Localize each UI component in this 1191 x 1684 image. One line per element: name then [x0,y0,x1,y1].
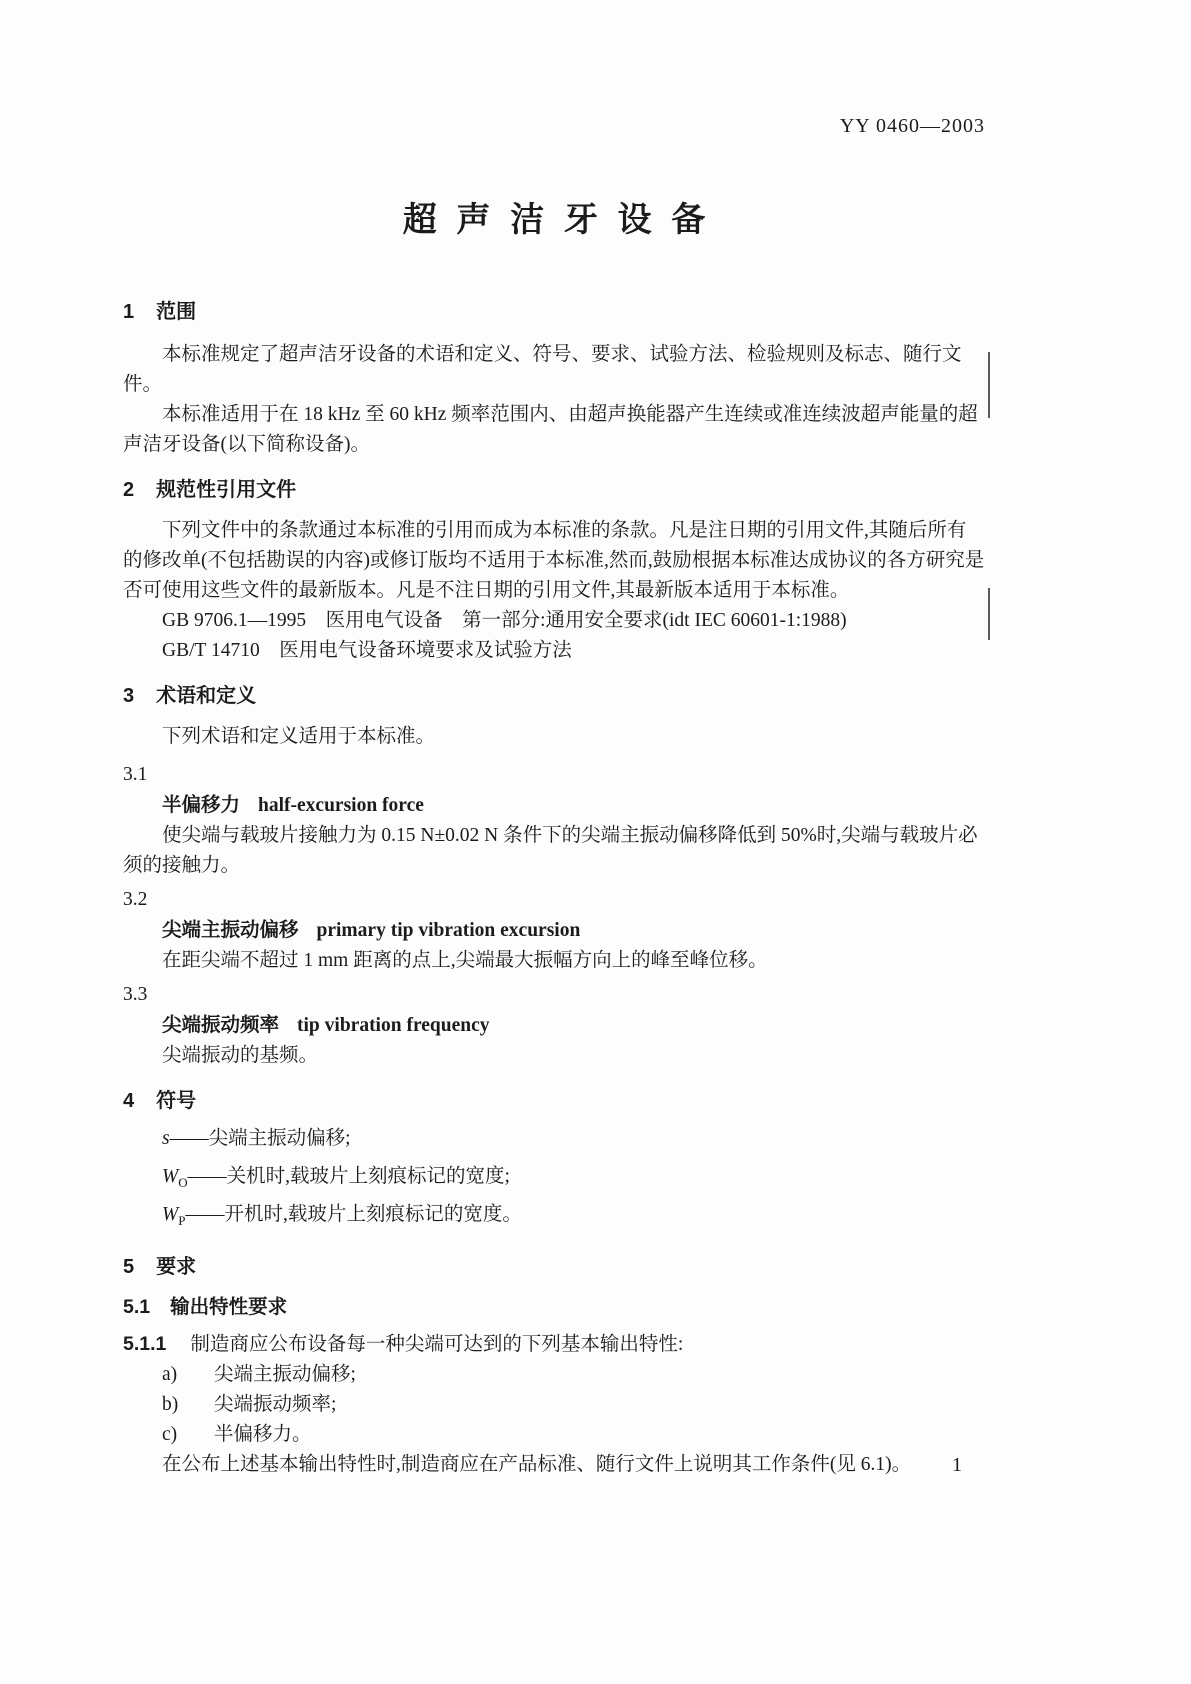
clause-5-1-1-text: 制造商应公布设备每一种尖端可达到的下列基本输出特性: [190,1333,684,1355]
section-4-heading [123,1087,985,1115]
section-5-number: 5 [123,1255,135,1278]
normative-refs-paragraph: 下列文件中的条款通过本标准的引用而成为本标准的条款。凡是注日期的引用文件,其随后所有的修改单(不包括勘误的内容)或修订版均不适用于本标准,然而,鼓励根据本标准达成协议的各方研究是否可使用这些文件的最新版本。凡是不注日期的引用文件,其最新版本适用于本标准。 [123,520,985,601]
list-item-label: b) [162,1393,179,1415]
reference-gbt-14710: GB/T 14710 医用电气设备环境要求及试验方法 [162,640,572,661]
subsection-5-1-number: 5.1 [123,1295,151,1318]
symbol-letter: s [162,1128,170,1149]
scope-paragraph-1: 本标准规定了超声洁牙设备的术语和定义、符号、要求、试验方法、检验规则及标志、随行文件。 [123,344,962,395]
list-item-text: 尖端振动频率; [214,1393,337,1415]
section-3-heading [123,682,985,710]
page-content [123,0,985,1480]
clause-5-1-1 [123,1329,985,1360]
doc-number: YY 0460—2003 [839,115,985,137]
term-number: 3.2 [123,889,148,910]
section-4-title: 符号 [156,1090,197,1112]
terms-intro: 下列术语和定义适用于本标准。 [162,726,436,747]
revision-change-bar [988,588,990,640]
subsection-5-1-heading [123,1293,985,1321]
symbol-subscript: O [178,1174,188,1190]
clause-5-1-1-number: 5.1.1 [123,1332,167,1355]
subsection-5-1-title: 输出特性要求 [170,1295,288,1318]
term-en: half-excursion force [258,795,424,816]
symbol-text: ——开机时,载玻片上刻痕标记的宽度。 [185,1203,522,1225]
section-1-number: 1 [123,301,135,323]
term-definition: 尖端振动的基频。 [162,1045,319,1066]
list-item [123,1420,985,1450]
list-item-label: a) [162,1363,178,1385]
section-5-title: 要求 [156,1255,197,1278]
section-4-number: 4 [123,1090,135,1112]
document-title: 超声洁牙设备 [402,201,726,239]
reference-gb-9706: GB 9706.1—1995 医用电气设备 第一部分:通用安全要求(idt IEC 60601-1:1988) [162,610,847,631]
term-heading [123,915,985,946]
section-2-title: 规范性引用文件 [156,479,297,501]
symbol-text: ——关机时,载玻片上刻痕标记的宽度; [187,1165,510,1187]
term-heading [123,790,985,821]
section-2-heading [123,476,985,504]
term-zh: 尖端振动频率 [162,1014,280,1036]
symbol-text: ——尖端主振动偏移; [169,1128,351,1149]
symbol-letter: W [162,1165,179,1187]
symbol-line [123,1123,985,1161]
section-1-heading [123,298,985,326]
section-3-title: 术语和定义 [156,685,257,707]
list-item-label: c) [162,1423,178,1445]
list-item [123,1390,985,1420]
section-2-number: 2 [123,479,135,501]
page-number: 1 [952,1454,962,1476]
term-definition: 在距尖端不超过 1 mm 距离的点上,尖端最大振幅方向上的峰至峰位移。 [162,950,768,971]
section-3-number: 3 [123,685,135,707]
section-1-title: 范围 [156,301,197,323]
term-zh: 半偏移力 [162,794,241,816]
list-item-text: 尖端主振动偏移; [214,1363,356,1385]
scope-paragraph-2: 本标准适用于在 18 kHz 至 60 kHz 频率范围内、由超声换能器产生连续或准连续波超声能量的超声洁牙设备(以下简称设备)。 [123,404,978,455]
symbol-subscript: P [178,1212,186,1228]
symbol-letter: W [162,1203,179,1225]
revision-change-bar [988,352,990,418]
term-en: tip vibration frequency [297,1015,490,1036]
term-number: 3.3 [123,984,148,1005]
list-item-text: 半偏移力。 [214,1423,312,1445]
term-en: primary tip vibration excursion [316,920,581,941]
term-definition: 使尖端与载玻片接触力为 0.15 N±0.02 N 条件下的尖端主振动偏移降低到 50%时,尖端与载玻片必须的接触力。 [123,825,978,876]
list-item [123,1360,985,1390]
term-heading [123,1010,985,1041]
term-number: 3.1 [123,764,148,785]
requirements-closing-paragraph: 在公布上述基本输出特性时,制造商应在产品标准、随行文件上说明其工作条件(见 6.1)。 [162,1453,912,1475]
section-5-heading [123,1253,985,1281]
term-zh: 尖端主振动偏移 [162,919,299,941]
symbol-line [123,1161,985,1199]
symbol-line [123,1199,985,1237]
